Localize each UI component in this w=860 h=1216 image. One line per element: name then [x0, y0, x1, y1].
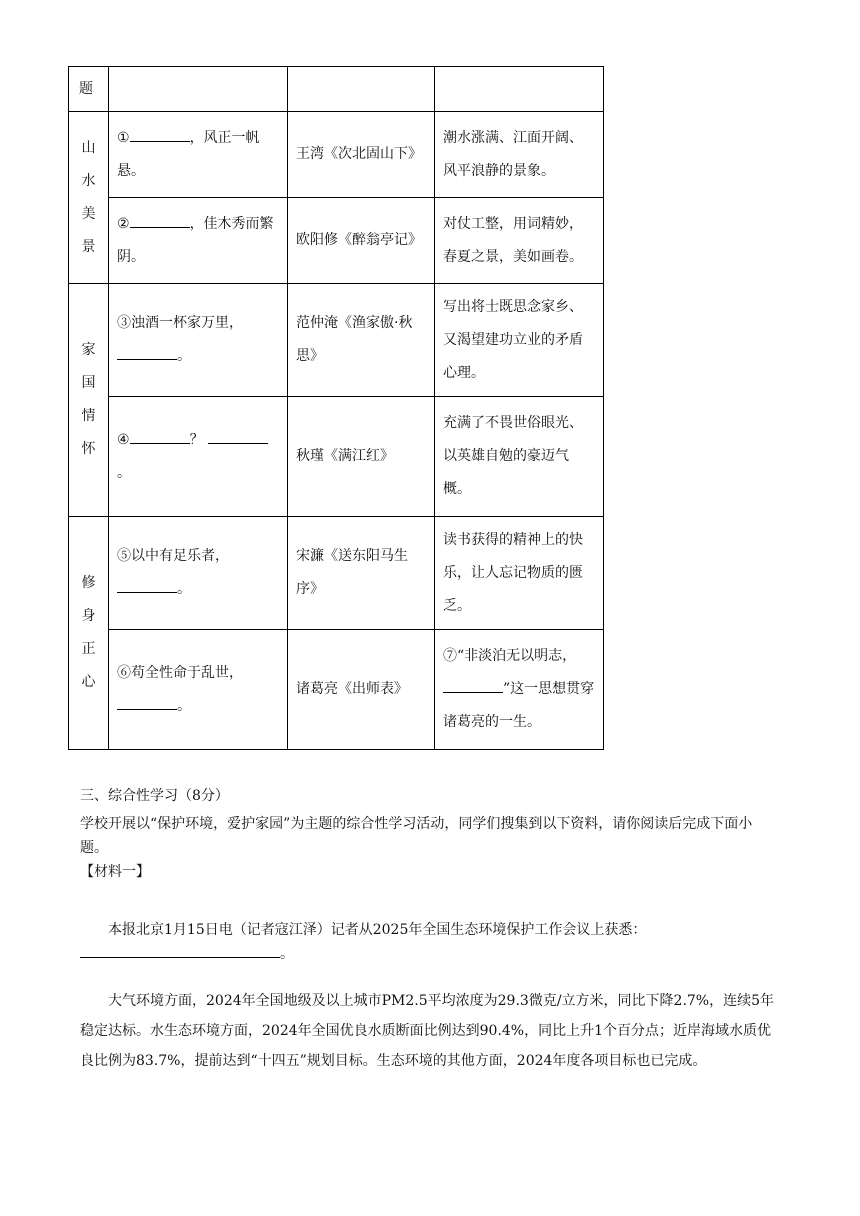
answer-blank[interactable]: [80, 943, 280, 958]
note-cell: ⑦“非淡泊无以明志， ”这一思想贯穿诸葛亮的一生。: [435, 630, 604, 750]
note-cell: 充满了不畏世俗眼光、以英雄自勉的豪迈气概。: [435, 397, 604, 517]
table-header-row: [69, 67, 604, 112]
header-fragment: 题: [69, 67, 109, 112]
answer-blank[interactable]: [130, 127, 190, 142]
answer-blank[interactable]: [117, 578, 177, 593]
note-cell: 对仗工整，用词精妙，春夏之景，美如画卷。: [435, 198, 604, 284]
theme-cell: 修 身 正 心: [69, 517, 109, 750]
table-row: [69, 517, 604, 630]
verse-cell: ⑥苟全性命于乱世， 。: [109, 630, 288, 750]
table-row: [69, 112, 604, 198]
table-row: [69, 284, 604, 397]
section-intro: 学校开展以“保护环境，爱护家园”为主题的综合性学习活动，同学们搜集到以下资料，请你阅读后完成下面小题。: [80, 816, 753, 856]
source-cell: 欧阳修《醉翁亭记》: [288, 198, 435, 284]
answer-blank[interactable]: [443, 678, 503, 693]
section-heading: 三、综合性学习（8分）: [80, 788, 229, 804]
verse-cell: ⑤以中有足乐者， 。: [109, 517, 288, 630]
table-row: [69, 397, 604, 517]
answer-blank[interactable]: [117, 695, 177, 710]
table-row: [69, 630, 604, 750]
source-cell: 宋濂《送东阳马生序》: [288, 517, 435, 630]
answer-blank[interactable]: [130, 429, 190, 444]
note-cell: 写出将士既思念家乡、又渴望建功立业的矛盾心理。: [435, 284, 604, 397]
verse-cell: ③浊酒一杯家万里， 。: [109, 284, 288, 397]
source-cell: 王湾《次北固山下》: [288, 112, 435, 198]
theme-cell: 家 国 情 怀: [69, 284, 109, 517]
answer-blank[interactable]: [208, 429, 268, 444]
verse-cell: ④ ？ 。: [109, 397, 288, 517]
material-paragraph-1: 本报北京1月15日电（记者寇江泽）记者从2025年全国生态环境保护工作会议上获悉： 。: [80, 918, 780, 966]
verse-cell: ② ，佳木秀而繁 阴。: [109, 198, 288, 284]
source-cell: 秋瑾《满江红》: [288, 397, 435, 517]
verse-cell: ① ，风正一帆 悬。: [109, 112, 288, 198]
material-label: 【材料一】: [80, 864, 150, 880]
note-cell: 潮水涨满、江面开阔、风平浪静的景象。: [435, 112, 604, 198]
material-paragraph-2: 大气环境方面，2024年全国地级及以上城市PM2.5平均浓度为29.3微克/立方米，同比下降2.7%，连续5年稳定达标。水生态环境方面，2024年全国优良水质断面比例达到90.4%，同比上升1个百分点；近岸海域水质优良比例为83.7%，提前达到“十四五”规划目标。生态环境的其他方面，2024年度各项目标也已完成。: [80, 993, 775, 1069]
answer-blank[interactable]: [130, 213, 190, 228]
table-row: [69, 198, 604, 284]
answer-blank[interactable]: [117, 345, 177, 360]
poem-table: [68, 66, 604, 750]
source-cell: 诸葛亮《出师表》: [288, 630, 435, 750]
theme-cell: 山 水 美 景: [69, 112, 109, 284]
source-cell: 范仲淹《渔家傲·秋思》: [288, 284, 435, 397]
note-cell: 读书获得的精神上的快乐，让人忘记物质的匮乏。: [435, 517, 604, 630]
